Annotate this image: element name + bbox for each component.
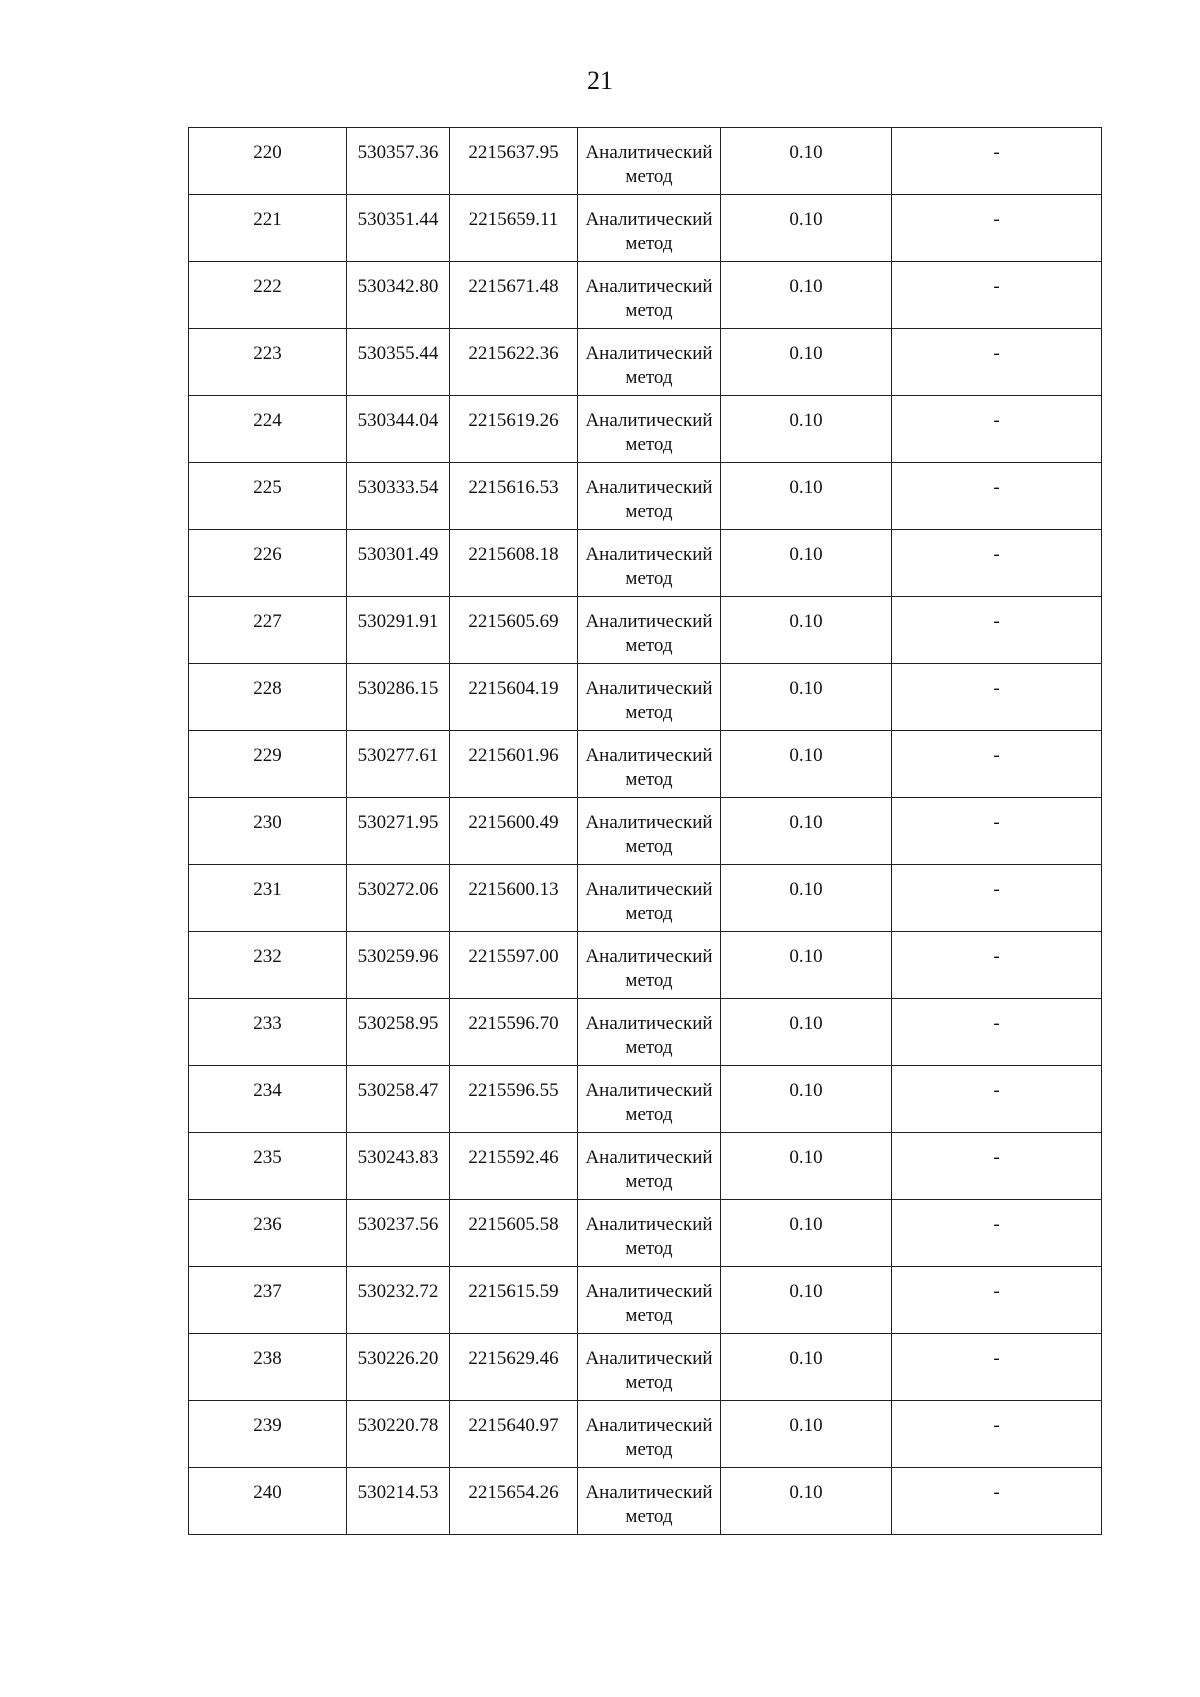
point-number-cell: 233 (189, 999, 347, 1066)
y-coordinate-cell: 2215659.11 (450, 195, 578, 262)
note-cell: - (892, 865, 1102, 932)
note-cell: - (892, 664, 1102, 731)
accuracy-cell: 0.10 (721, 1334, 892, 1401)
accuracy-cell: 0.10 (721, 329, 892, 396)
point-number-cell: 229 (189, 731, 347, 798)
table-row (189, 798, 1102, 865)
table-row (189, 1334, 1102, 1401)
x-coordinate-cell: 530258.95 (347, 999, 450, 1066)
table-row (189, 865, 1102, 932)
point-number-cell: 240 (189, 1468, 347, 1535)
method-line-1: Аналитический (585, 812, 713, 833)
method-cell (578, 1401, 721, 1468)
table-row (189, 128, 1102, 195)
method-line-1: Аналитический (585, 1348, 713, 1369)
accuracy-cell: 0.10 (721, 932, 892, 999)
method-cell (578, 798, 721, 865)
table-row (189, 530, 1102, 597)
note-cell: - (892, 396, 1102, 463)
y-coordinate-cell: 2215629.46 (450, 1334, 578, 1401)
method-line-1: Аналитический (585, 477, 713, 498)
method-line-2: метод (625, 769, 673, 790)
y-coordinate-cell: 2215671.48 (450, 262, 578, 329)
note-cell: - (892, 1066, 1102, 1133)
point-number-cell: 223 (189, 329, 347, 396)
x-coordinate-cell: 530271.95 (347, 798, 450, 865)
method-line-2: метод (625, 367, 673, 388)
point-number-cell: 239 (189, 1401, 347, 1468)
point-number-cell: 234 (189, 1066, 347, 1133)
method-line-2: метод (625, 1439, 673, 1460)
method-line-1: Аналитический (585, 343, 713, 364)
table-row (189, 195, 1102, 262)
x-coordinate-cell: 530232.72 (347, 1267, 450, 1334)
y-coordinate-cell: 2215597.00 (450, 932, 578, 999)
accuracy-cell: 0.10 (721, 1401, 892, 1468)
method-line-1: Аналитический (585, 1147, 713, 1168)
method-cell (578, 329, 721, 396)
point-number-cell: 232 (189, 932, 347, 999)
accuracy-cell: 0.10 (721, 128, 892, 195)
note-cell: - (892, 1401, 1102, 1468)
method-cell (578, 463, 721, 530)
method-line-1: Аналитический (585, 1482, 713, 1503)
y-coordinate-cell: 2215616.53 (450, 463, 578, 530)
point-number-cell: 227 (189, 597, 347, 664)
note-cell: - (892, 195, 1102, 262)
method-line-2: метод (625, 1506, 673, 1527)
coordinates-table-body (189, 128, 1102, 1535)
method-cell (578, 597, 721, 664)
method-line-1: Аналитический (585, 410, 713, 431)
table-row (189, 1267, 1102, 1334)
table-row (189, 1133, 1102, 1200)
point-number-cell: 220 (189, 128, 347, 195)
method-line-1: Аналитический (585, 1080, 713, 1101)
note-cell: - (892, 932, 1102, 999)
y-coordinate-cell: 2215605.58 (450, 1200, 578, 1267)
accuracy-cell: 0.10 (721, 865, 892, 932)
note-cell: - (892, 1133, 1102, 1200)
table-row (189, 597, 1102, 664)
method-line-2: метод (625, 1372, 673, 1393)
method-cell (578, 262, 721, 329)
method-line-2: метод (625, 501, 673, 522)
accuracy-cell: 0.10 (721, 1200, 892, 1267)
method-line-1: Аналитический (585, 142, 713, 163)
method-line-2: метод (625, 702, 673, 723)
x-coordinate-cell: 530344.04 (347, 396, 450, 463)
note-cell: - (892, 262, 1102, 329)
table-row (189, 262, 1102, 329)
accuracy-cell: 0.10 (721, 530, 892, 597)
method-line-2: метод (625, 233, 673, 254)
y-coordinate-cell: 2215637.95 (450, 128, 578, 195)
point-number-cell: 226 (189, 530, 347, 597)
y-coordinate-cell: 2215622.36 (450, 329, 578, 396)
y-coordinate-cell: 2215601.96 (450, 731, 578, 798)
x-coordinate-cell: 530301.49 (347, 530, 450, 597)
point-number-cell: 231 (189, 865, 347, 932)
x-coordinate-cell: 530277.61 (347, 731, 450, 798)
x-coordinate-cell: 530333.54 (347, 463, 450, 530)
method-line-2: метод (625, 836, 673, 857)
y-coordinate-cell: 2215615.59 (450, 1267, 578, 1334)
method-cell (578, 731, 721, 798)
method-line-2: метод (625, 568, 673, 589)
accuracy-cell: 0.10 (721, 731, 892, 798)
table-row (189, 932, 1102, 999)
x-coordinate-cell: 530259.96 (347, 932, 450, 999)
y-coordinate-cell: 2215600.13 (450, 865, 578, 932)
method-line-1: Аналитический (585, 276, 713, 297)
table-row (189, 1200, 1102, 1267)
method-line-1: Аналитический (585, 1214, 713, 1235)
table-row (189, 1401, 1102, 1468)
y-coordinate-cell: 2215604.19 (450, 664, 578, 731)
point-number-cell: 237 (189, 1267, 347, 1334)
x-coordinate-cell: 530237.56 (347, 1200, 450, 1267)
y-coordinate-cell: 2215619.26 (450, 396, 578, 463)
method-line-2: метод (625, 1037, 673, 1058)
method-cell (578, 999, 721, 1066)
x-coordinate-cell: 530291.91 (347, 597, 450, 664)
x-coordinate-cell: 530258.47 (347, 1066, 450, 1133)
accuracy-cell: 0.10 (721, 1133, 892, 1200)
x-coordinate-cell: 530214.53 (347, 1468, 450, 1535)
accuracy-cell: 0.10 (721, 195, 892, 262)
x-coordinate-cell: 530243.83 (347, 1133, 450, 1200)
method-line-2: метод (625, 1305, 673, 1326)
method-cell (578, 865, 721, 932)
table-row (189, 1468, 1102, 1535)
method-line-1: Аналитический (585, 1281, 713, 1302)
y-coordinate-cell: 2215596.55 (450, 1066, 578, 1133)
method-line-2: метод (625, 635, 673, 656)
accuracy-cell: 0.10 (721, 396, 892, 463)
x-coordinate-cell: 530357.36 (347, 128, 450, 195)
method-cell (578, 1334, 721, 1401)
table-row (189, 731, 1102, 798)
accuracy-cell: 0.10 (721, 1468, 892, 1535)
y-coordinate-cell: 2215596.70 (450, 999, 578, 1066)
y-coordinate-cell: 2215592.46 (450, 1133, 578, 1200)
note-cell: - (892, 1468, 1102, 1535)
point-number-cell: 230 (189, 798, 347, 865)
note-cell: - (892, 1200, 1102, 1267)
note-cell: - (892, 530, 1102, 597)
note-cell: - (892, 1334, 1102, 1401)
page-number: 21 (587, 66, 613, 95)
method-line-1: Аналитический (585, 209, 713, 230)
accuracy-cell: 0.10 (721, 597, 892, 664)
table-row (189, 396, 1102, 463)
accuracy-cell: 0.10 (721, 1267, 892, 1334)
point-number-cell: 225 (189, 463, 347, 530)
accuracy-cell: 0.10 (721, 664, 892, 731)
table-row (189, 463, 1102, 530)
table-row (189, 1066, 1102, 1133)
method-cell (578, 195, 721, 262)
x-coordinate-cell: 530355.44 (347, 329, 450, 396)
accuracy-cell: 0.10 (721, 1066, 892, 1133)
note-cell: - (892, 1267, 1102, 1334)
x-coordinate-cell: 530286.15 (347, 664, 450, 731)
method-line-2: метод (625, 166, 673, 187)
accuracy-cell: 0.10 (721, 999, 892, 1066)
method-cell (578, 664, 721, 731)
note-cell: - (892, 329, 1102, 396)
table-row (189, 999, 1102, 1066)
method-line-2: метод (625, 1171, 673, 1192)
point-number-cell: 224 (189, 396, 347, 463)
method-cell (578, 1133, 721, 1200)
method-line-2: метод (625, 1104, 673, 1125)
point-number-cell: 228 (189, 664, 347, 731)
note-cell: - (892, 731, 1102, 798)
method-cell (578, 1267, 721, 1334)
method-line-1: Аналитический (585, 1013, 713, 1034)
note-cell: - (892, 798, 1102, 865)
point-number-cell: 221 (189, 195, 347, 262)
accuracy-cell: 0.10 (721, 798, 892, 865)
method-line-1: Аналитический (585, 1415, 713, 1436)
method-cell (578, 1066, 721, 1133)
method-line-2: метод (625, 300, 673, 321)
method-cell (578, 1468, 721, 1535)
y-coordinate-cell: 2215608.18 (450, 530, 578, 597)
method-line-2: метод (625, 434, 673, 455)
method-cell (578, 932, 721, 999)
point-number-cell: 222 (189, 262, 347, 329)
point-number-cell: 238 (189, 1334, 347, 1401)
method-line-1: Аналитический (585, 879, 713, 900)
point-number-cell: 235 (189, 1133, 347, 1200)
method-line-2: метод (625, 1238, 673, 1259)
method-line-1: Аналитический (585, 745, 713, 766)
y-coordinate-cell: 2215600.49 (450, 798, 578, 865)
note-cell: - (892, 463, 1102, 530)
y-coordinate-cell: 2215654.26 (450, 1468, 578, 1535)
method-cell (578, 1200, 721, 1267)
method-cell (578, 128, 721, 195)
x-coordinate-cell: 530272.06 (347, 865, 450, 932)
x-coordinate-cell: 530342.80 (347, 262, 450, 329)
x-coordinate-cell: 530226.20 (347, 1334, 450, 1401)
table-row (189, 329, 1102, 396)
method-line-2: метод (625, 903, 673, 924)
x-coordinate-cell: 530220.78 (347, 1401, 450, 1468)
table-row (189, 664, 1102, 731)
note-cell: - (892, 999, 1102, 1066)
y-coordinate-cell: 2215640.97 (450, 1401, 578, 1468)
x-coordinate-cell: 530351.44 (347, 195, 450, 262)
coordinates-table (188, 127, 1102, 1535)
point-number-cell: 236 (189, 1200, 347, 1267)
y-coordinate-cell: 2215605.69 (450, 597, 578, 664)
method-line-2: метод (625, 970, 673, 991)
method-line-1: Аналитический (585, 611, 713, 632)
note-cell: - (892, 128, 1102, 195)
method-cell (578, 530, 721, 597)
accuracy-cell: 0.10 (721, 262, 892, 329)
method-line-1: Аналитический (585, 678, 713, 699)
method-line-1: Аналитический (585, 946, 713, 967)
method-cell (578, 396, 721, 463)
accuracy-cell: 0.10 (721, 463, 892, 530)
note-cell: - (892, 597, 1102, 664)
method-line-1: Аналитический (585, 544, 713, 565)
